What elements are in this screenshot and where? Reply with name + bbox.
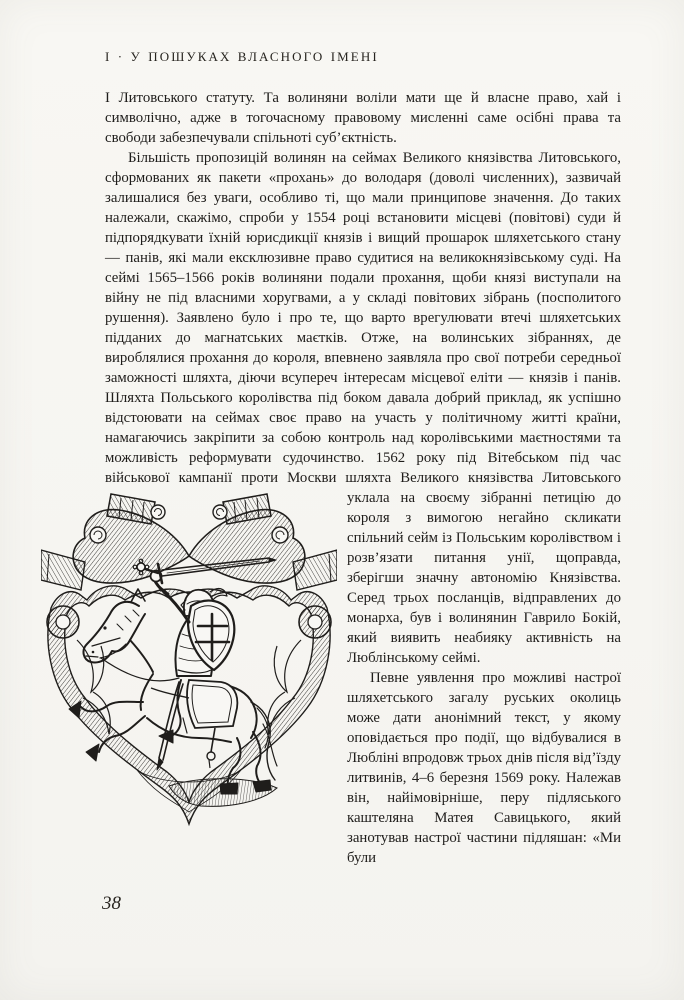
paragraph-main bbox=[105, 148, 621, 668]
page-number: 38 bbox=[102, 893, 121, 914]
knight-on-horseback-illustration bbox=[41, 490, 337, 838]
paragraph-text-after-figure: петицію до короля з вимогою негайно скликати спільний сейм із Польським королівством і розв’язати питання унії, щоправда, зберігши значну автономію Князівства. Серед трьох посланців, відправлених до монарха, був і волинянин Гаврило Бокій, який виявить неабияку активність на Люблінському сеймі. bbox=[347, 490, 621, 666]
paragraph-continuation: І Литовського статуту. Та волиняни воліли мати ще й власне право, хай і символічно, адже в тогочасному правовому мисленні саме осібні права та свободи забезпечували спільноті суб’єктність. bbox=[105, 90, 621, 146]
paragraph-text-before-figure: Більшість пропозицій волинян на сеймах Великого князівства Литовського, сформованих як пакети «прохань» до володаря (доволі численних), зазвичай залишалися без уваги, особливо ті, що мали принципове значення. До таких належали, скажімо, спроби у 1554 році встановити місцеві (повітові) суди й підпорядкувати їхній юрисдикції князів і вищий прошарок шляхетського стану — панів, які мали ексклюзивне право судитися на великокнязівському суді. На сеймі 1565–1566 років волиняни подали прохання, щоби князі виступали на війну не під власними хоругвами, а у складі повітових зібрань (посполитого рушення). Заявлено було і про те, що варто врегулювати втечі шляхетських підданих до магнатських маєтків. Отже, на волинських зібраннях, де вироблялися прохання до короля, впевнено заявляла про свої потреби середньої заможності шляхта, діючи всупереч інтересам місцевої еліти — князів і панів. Шляхта Польського королівства під боком давала добрий приклад, як успішно відстоювати на сеймах своє право на участь у політичному житті країни, намагаючись закріпити за собою контроль над королівськими маєтностями та можливість реформувати судочинство. 1562 року під Вітебськом під час військової кампанії проти Москви шляхта Великого князівства Литовського уклала на своєму зібранні bbox=[105, 150, 621, 506]
running-header: І · У ПОШУКАХ ВЛАСНОГО ІМЕНІ bbox=[105, 49, 379, 64]
body-text bbox=[105, 88, 621, 882]
pahonia-woodcut-figure bbox=[41, 490, 337, 838]
paragraph-anonymous-text: Певне уявлення про можливі настрої шляхетського загалу руських околиць може дати анонімний текст, у якому оповідається про події, що відбувалися в Любліні впродовж трьох днів після від’їзду литвинів, 4–6 березня 1569 року. Належав він, найімовірніше, перу підляського каштеляна Матея Савицького, який занотував настрої частини підляшан: «Ми були bbox=[347, 670, 621, 866]
